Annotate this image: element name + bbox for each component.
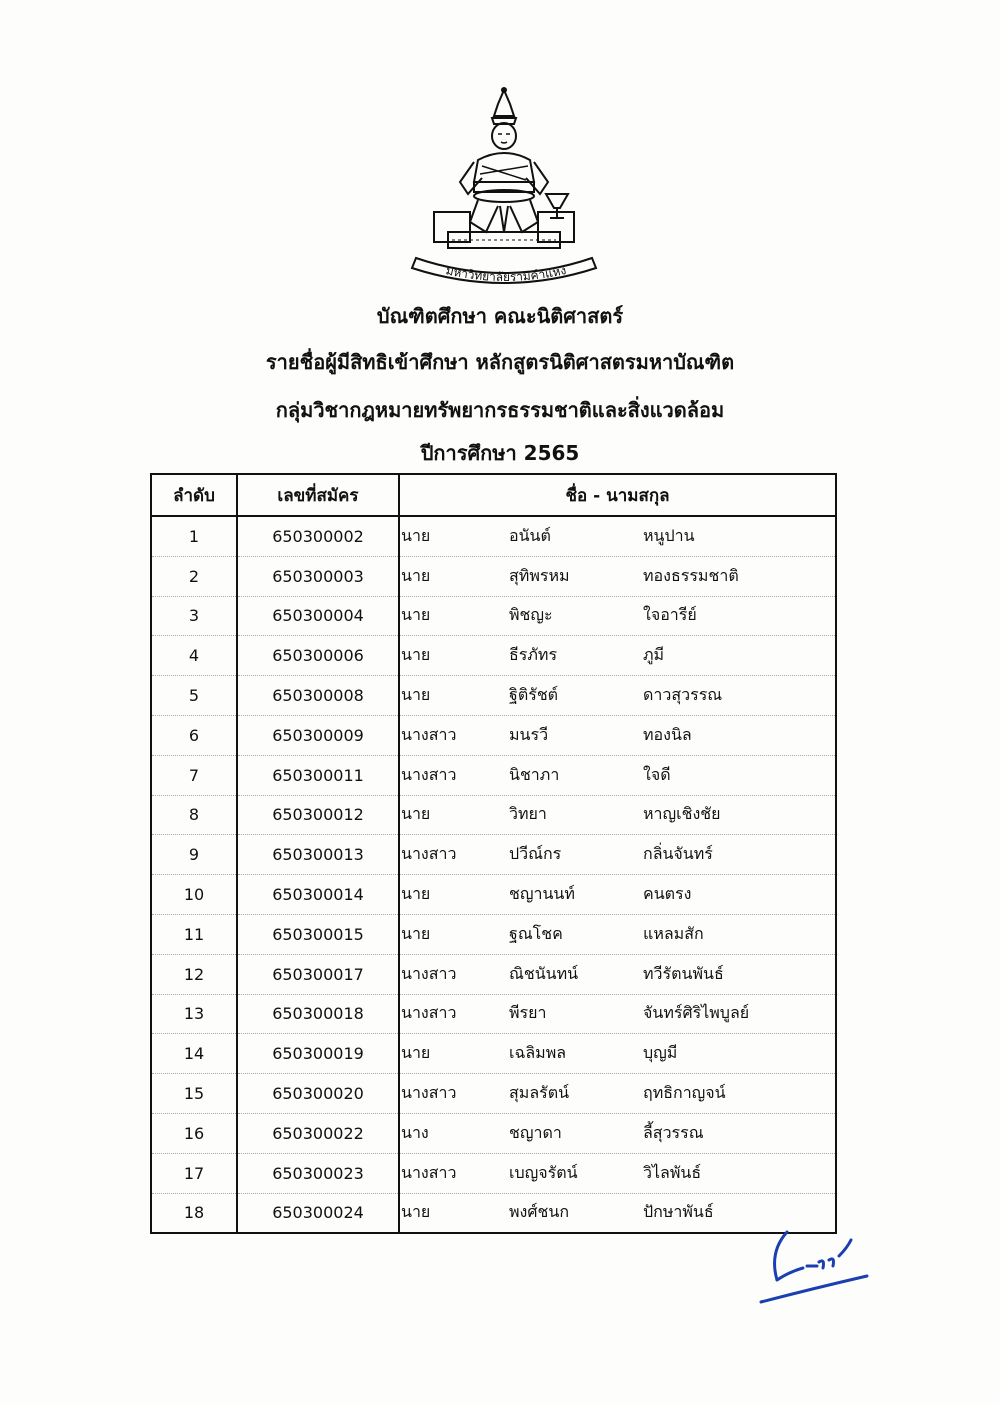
- full-name-cell: [399, 676, 836, 716]
- name-prefix: นาย: [401, 804, 431, 824]
- row-number: 2: [151, 556, 237, 596]
- row-number: 17: [151, 1153, 237, 1193]
- name-prefix: นาย: [401, 1202, 431, 1222]
- last-name: ทวีรัตนพันธ์: [643, 963, 724, 983]
- row-number: 4: [151, 636, 237, 676]
- column-header-full-name: ชื่อ - นามสกุล: [399, 474, 836, 516]
- first-name: ฐณโชค: [509, 923, 563, 943]
- last-name: ปักษาพันธ์: [643, 1202, 714, 1222]
- row-number: 13: [151, 994, 237, 1034]
- name-prefix: นางสาว: [401, 844, 457, 864]
- row-number: 11: [151, 914, 237, 954]
- first-name: ชญานนท์: [509, 884, 575, 904]
- row-number: 14: [151, 1034, 237, 1074]
- row-number: 10: [151, 875, 237, 915]
- application-number: 650300019: [237, 1034, 399, 1074]
- application-number: 650300008: [237, 676, 399, 716]
- table-header-row: [151, 474, 836, 516]
- handwritten-signature-icon: [755, 1222, 875, 1307]
- roster-body: [151, 516, 836, 1233]
- last-name: บุญมี: [643, 1043, 678, 1063]
- application-number: 650300009: [237, 715, 399, 755]
- full-name-cell: [399, 516, 836, 556]
- last-name: จันทร์ศิริไพบูลย์: [643, 1003, 750, 1023]
- last-name: ลี้สุวรรณ: [643, 1122, 704, 1142]
- first-name: ชญาดา: [509, 1122, 562, 1142]
- name-prefix: นาย: [401, 685, 431, 705]
- last-name: หาญเชิงชัย: [643, 804, 721, 824]
- last-name: ใจอารีย์: [643, 605, 697, 625]
- list-title: รายชื่อผู้มีสิทธิเข้าศึกษา หลักสูตรนิติศาสตรมหาบัณฑิต: [265, 350, 735, 374]
- program-group-title: กลุ่มวิชากฎหมายทรัพยากรธรรมชาติและสิ่งแวดล้อม: [275, 398, 725, 422]
- row-number: 12: [151, 954, 237, 994]
- table-row: [151, 954, 836, 994]
- last-name: วิไลพันธ์: [643, 1162, 702, 1182]
- name-prefix: นาย: [401, 884, 431, 904]
- full-name-cell: [399, 556, 836, 596]
- application-number: 650300003: [237, 556, 399, 596]
- full-name-cell: [399, 1034, 836, 1074]
- full-name-cell: [399, 914, 836, 954]
- last-name: ทองนิล: [643, 724, 692, 744]
- table-row: [151, 914, 836, 954]
- table-row: [151, 795, 836, 835]
- name-prefix: นาย: [401, 923, 431, 943]
- table-row: [151, 1034, 836, 1074]
- application-number: 650300023: [237, 1153, 399, 1193]
- name-prefix: นางสาว: [401, 724, 457, 744]
- admission-roster-table: [150, 473, 837, 1234]
- first-name: เบญจรัตน์: [509, 1162, 578, 1182]
- application-number: 650300020: [237, 1074, 399, 1114]
- full-name-cell: [399, 835, 836, 875]
- row-number: 15: [151, 1074, 237, 1114]
- full-name-cell: [399, 795, 836, 835]
- full-name-cell: [399, 636, 836, 676]
- row-number: 1: [151, 516, 237, 556]
- full-name-cell: [399, 1113, 836, 1153]
- first-name: มนรวี: [509, 724, 549, 744]
- last-name: ใจดี: [643, 764, 671, 784]
- column-header-no: ลำดับ: [151, 474, 237, 516]
- faculty-title: บัณฑิตศึกษา คณะนิติศาสตร์: [376, 304, 624, 328]
- full-name-cell: [399, 875, 836, 915]
- first-name: นิชาภา: [509, 764, 560, 784]
- row-number: 8: [151, 795, 237, 835]
- last-name: หนูปาน: [643, 525, 695, 545]
- last-name: ฤทธิกาญจน์: [643, 1083, 726, 1103]
- last-name: ภูมี: [643, 645, 665, 665]
- emblem-ribbon-text: มหาวิทยาลัยรามคำแหง: [444, 263, 568, 285]
- name-prefix: นางสาว: [401, 1162, 457, 1182]
- last-name: แหลมสัก: [643, 923, 704, 943]
- full-name-cell: [399, 1074, 836, 1114]
- name-prefix: นาง: [401, 1122, 429, 1142]
- table-row: [151, 1193, 836, 1233]
- full-name-cell: [399, 1153, 836, 1193]
- application-number: 650300014: [237, 875, 399, 915]
- table-row: [151, 715, 836, 755]
- first-name: สุทิพรหม: [509, 565, 570, 585]
- name-prefix: นาย: [401, 565, 431, 585]
- first-name: เฉลิมพล: [509, 1043, 567, 1063]
- last-name: กลิ่นจันทร์: [643, 844, 713, 864]
- table-row: [151, 1074, 836, 1114]
- first-name: ณิชนันทน์: [509, 963, 579, 983]
- table-row: [151, 516, 836, 556]
- first-name: ธีรภัทร: [509, 645, 558, 665]
- full-name-cell: [399, 596, 836, 636]
- name-prefix: นางสาว: [401, 1003, 457, 1023]
- table-row: [151, 636, 836, 676]
- application-number: 650300013: [237, 835, 399, 875]
- last-name: ทองธรรมชาติ: [643, 565, 739, 585]
- application-number: 650300024: [237, 1193, 399, 1233]
- name-prefix: นาย: [401, 605, 431, 625]
- row-number: 6: [151, 715, 237, 755]
- first-name: อนันต์: [509, 525, 551, 545]
- row-number: 7: [151, 755, 237, 795]
- university-emblem-icon: [408, 82, 600, 292]
- application-number: 650300017: [237, 954, 399, 994]
- application-number: 650300011: [237, 755, 399, 795]
- table-row: [151, 676, 836, 716]
- last-name: ดาวสุวรรณ: [643, 685, 723, 705]
- table-row: [151, 755, 836, 795]
- application-number: 650300006: [237, 636, 399, 676]
- name-prefix: นางสาว: [401, 1083, 457, 1103]
- row-number: 16: [151, 1113, 237, 1153]
- first-name: ปวีณ์กร: [509, 844, 562, 864]
- table-row: [151, 556, 836, 596]
- row-number: 5: [151, 676, 237, 716]
- full-name-cell: [399, 715, 836, 755]
- column-header-application-no: เลขที่สมัคร: [237, 474, 399, 516]
- first-name: ฐิติรัชต์: [509, 685, 559, 705]
- application-number: 650300018: [237, 994, 399, 1034]
- full-name-cell: [399, 994, 836, 1034]
- application-number: 650300022: [237, 1113, 399, 1153]
- first-name: พีรยา: [509, 1003, 547, 1023]
- last-name: คนตรง: [643, 884, 692, 904]
- first-name: พิชญะ: [509, 605, 553, 625]
- academic-year-title: ปีการศึกษา 2565: [420, 441, 580, 465]
- first-name: สุมลรัตน์: [509, 1083, 570, 1103]
- table-row: [151, 994, 836, 1034]
- name-prefix: นางสาว: [401, 963, 457, 983]
- row-number: 3: [151, 596, 237, 636]
- application-number: 650300015: [237, 914, 399, 954]
- full-name-cell: [399, 954, 836, 994]
- name-prefix: นาย: [401, 525, 431, 545]
- table-row: [151, 1153, 836, 1193]
- table-row: [151, 875, 836, 915]
- table-row: [151, 835, 836, 875]
- application-number: 650300012: [237, 795, 399, 835]
- first-name: พงศ์ชนก: [509, 1202, 569, 1222]
- first-name: วิทยา: [509, 804, 547, 824]
- name-prefix: นางสาว: [401, 764, 457, 784]
- application-number: 650300004: [237, 596, 399, 636]
- application-number: 650300002: [237, 516, 399, 556]
- table-row: [151, 1113, 836, 1153]
- name-prefix: นาย: [401, 645, 431, 665]
- row-number: 18: [151, 1193, 237, 1233]
- table-row: [151, 596, 836, 636]
- row-number: 9: [151, 835, 237, 875]
- full-name-cell: [399, 755, 836, 795]
- name-prefix: นาย: [401, 1043, 431, 1063]
